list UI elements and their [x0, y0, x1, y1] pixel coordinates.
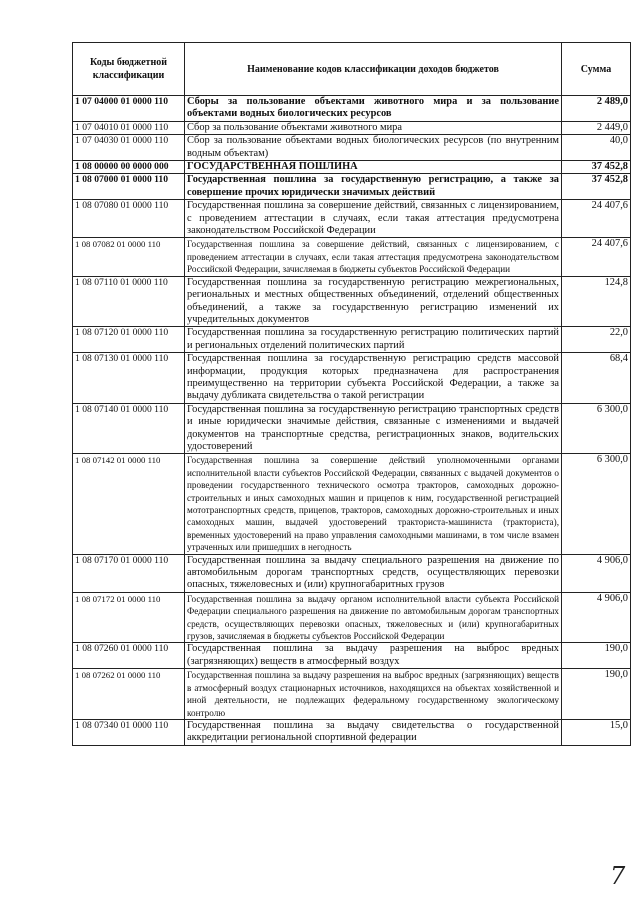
row-sum: 2 489,0 — [562, 96, 631, 122]
row-sum: 6 300,0 — [562, 403, 631, 454]
row-code: 1 08 07110 01 0000 110 — [73, 276, 185, 327]
row-code: 1 08 07000 01 0000 110 — [73, 174, 185, 200]
header-code: Коды бюджетной классификации — [73, 43, 185, 96]
table-row — [73, 200, 631, 238]
row-code: 1 08 07340 01 0000 110 — [73, 719, 185, 745]
row-code: 1 08 07130 01 0000 110 — [73, 353, 185, 404]
table-row — [73, 554, 631, 592]
row-code: 1 08 07262 01 0000 110 — [73, 669, 185, 720]
table-row — [73, 353, 631, 404]
row-name: Сбор за пользование объектами животного мира — [185, 121, 562, 134]
row-sum: 190,0 — [562, 669, 631, 720]
row-name: Сборы за пользование объектами животного мира и за пользование объектами водных биологических ресурсов — [185, 96, 562, 122]
row-sum: 68,4 — [562, 353, 631, 404]
row-name: Государственная пошлина за государственную регистрацию межрегиональных, региональных и местных общественных объединений, отделений общественных объединений, а также за государственную регистрацию изменений их учредительных документов — [185, 276, 562, 327]
row-code: 1 08 07140 01 0000 110 — [73, 403, 185, 454]
table-row — [73, 592, 631, 643]
row-name: ГОСУДАРСТВЕННАЯ ПОШЛИНА — [185, 161, 562, 174]
row-code: 1 08 07260 01 0000 110 — [73, 643, 185, 669]
header-sum: Сумма — [562, 43, 631, 96]
table-row — [73, 669, 631, 720]
row-sum: 124,8 — [562, 276, 631, 327]
row-sum: 4 906,0 — [562, 554, 631, 592]
row-code: 1 07 04030 01 0000 110 — [73, 135, 185, 161]
row-code: 1 08 00000 00 0000 000 — [73, 161, 185, 174]
row-sum: 37 452,8 — [562, 174, 631, 200]
row-sum: 37 452,8 — [562, 161, 631, 174]
row-sum: 6 300,0 — [562, 454, 631, 554]
row-sum: 15,0 — [562, 719, 631, 745]
row-sum: 2 449,0 — [562, 121, 631, 134]
table-row — [73, 174, 631, 200]
table-row — [73, 719, 631, 745]
row-sum: 24 407,6 — [562, 200, 631, 238]
table-header-row — [73, 43, 631, 96]
row-code: 1 08 07142 01 0000 110 — [73, 454, 185, 554]
budget-revenue-table — [72, 42, 631, 746]
table-row — [73, 327, 631, 353]
row-code: 1 08 07082 01 0000 110 — [73, 238, 185, 276]
table-row — [73, 96, 631, 122]
row-name: Государственная пошлина за государственную регистрацию средств массовой информации, продукция которых предназначена для распространения преимущественно на территории субъекта Российской Федерации, а также за выдачу дубликата свидетельства о такой регистрации — [185, 353, 562, 404]
row-code: 1 08 07170 01 0000 110 — [73, 554, 185, 592]
row-sum: 40,0 — [562, 135, 631, 161]
row-sum: 190,0 — [562, 643, 631, 669]
row-sum: 24 407,6 — [562, 238, 631, 276]
row-name: Государственная пошлина за государственную регистрацию, а также за совершение прочих юридически значимых действий — [185, 174, 562, 200]
table-row — [73, 403, 631, 454]
table-row — [73, 161, 631, 174]
table-body — [73, 96, 631, 746]
row-name: Сбор за пользование объектами водных биологических ресурсов (по внутренним водным объектам) — [185, 135, 562, 161]
table-row — [73, 135, 631, 161]
row-code: 1 07 04000 01 0000 110 — [73, 96, 185, 122]
row-name: Государственная пошлина за выдачу разрешения на выброс вредных (загрязняющих) веществ в атмосферный воздух стационарных источников, находящихся на объектах хозяйственной и иной деятельности, не подлежащих федеральному государственному экологическому контролю — [185, 669, 562, 720]
row-name: Государственная пошлина за выдачу специального разрешения на движение по автомобильным дорогам транспортных средств, осуществляющих перевозки опасных, тяжеловесных и (или) крупногабаритных грузов — [185, 554, 562, 592]
table-row — [73, 121, 631, 134]
row-name: Государственная пошлина за совершение действий, связанных с лицензированием, с проведением аттестации в случаях, если такая аттестация предусмотрена законодательством Российской Федерации, зачисляемая в бюджеты субъектов Российской Федерации — [185, 238, 562, 276]
row-name: Государственная пошлина за совершение действий уполномоченными органами исполнительной власти субъектов Российской Федерации, связанных с выдачей документов о проведении государственного технического осмотра тракторов, самоходных дорожно-строительных и иных самоходных машин и прицепов к ним, государственной регистрацией мототранспортных средств, прицепов, тракторов, самоходных дорожно-строительных и иных самоходных машин, выдачей удостоверений тракториста-машиниста (тракториста), временных удостоверений на право управления самоходными машинами, в том числе взамен утраченных или пришедших в негодность — [185, 454, 562, 554]
row-name: Государственная пошлина за государственную регистрацию транспортных средств и иные юридически значимые действия, связанные с изменениями и выдачей документов на транспортные средства, регистрационных знаков, водительских удостоверений — [185, 403, 562, 454]
table-row — [73, 454, 631, 554]
table-row — [73, 643, 631, 669]
table-row — [73, 276, 631, 327]
row-code: 1 08 07080 01 0000 110 — [73, 200, 185, 238]
row-name: Государственная пошлина за государственную регистрацию политических партий и региональных отделений политических партий — [185, 327, 562, 353]
page-number: 7 — [610, 862, 626, 890]
row-name: Государственная пошлина за выдачу свидетельства о государственной аккредитации региональной спортивной федерации — [185, 719, 562, 745]
row-code: 1 08 07172 01 0000 110 — [73, 592, 185, 643]
row-code: 1 07 04010 01 0000 110 — [73, 121, 185, 134]
header-name: Наименование кодов классификации доходов бюджетов — [185, 43, 562, 96]
row-code: 1 08 07120 01 0000 110 — [73, 327, 185, 353]
row-name: Государственная пошлина за совершение действий, связанных с лицензированием, с проведением аттестации в случаях, если такая аттестация предусмотрена законодательством Российской Федерации — [185, 200, 562, 238]
table-row — [73, 238, 631, 276]
row-sum: 4 906,0 — [562, 592, 631, 643]
row-sum: 22,0 — [562, 327, 631, 353]
row-name: Государственная пошлина за выдачу органом исполнительной власти субъекта Российской Федерации специального разрешения на движение по автомобильным дорогам транспортных средств, осуществляющих перевозки опасных, тяжеловесных и (или) крупногабаритных грузов, зачисляемая в бюджеты субъектов Российской Федерации — [185, 592, 562, 643]
row-name: Государственная пошлина за выдачу разрешения на выброс вредных (загрязняющих) веществ в атмосферный воздух — [185, 643, 562, 669]
